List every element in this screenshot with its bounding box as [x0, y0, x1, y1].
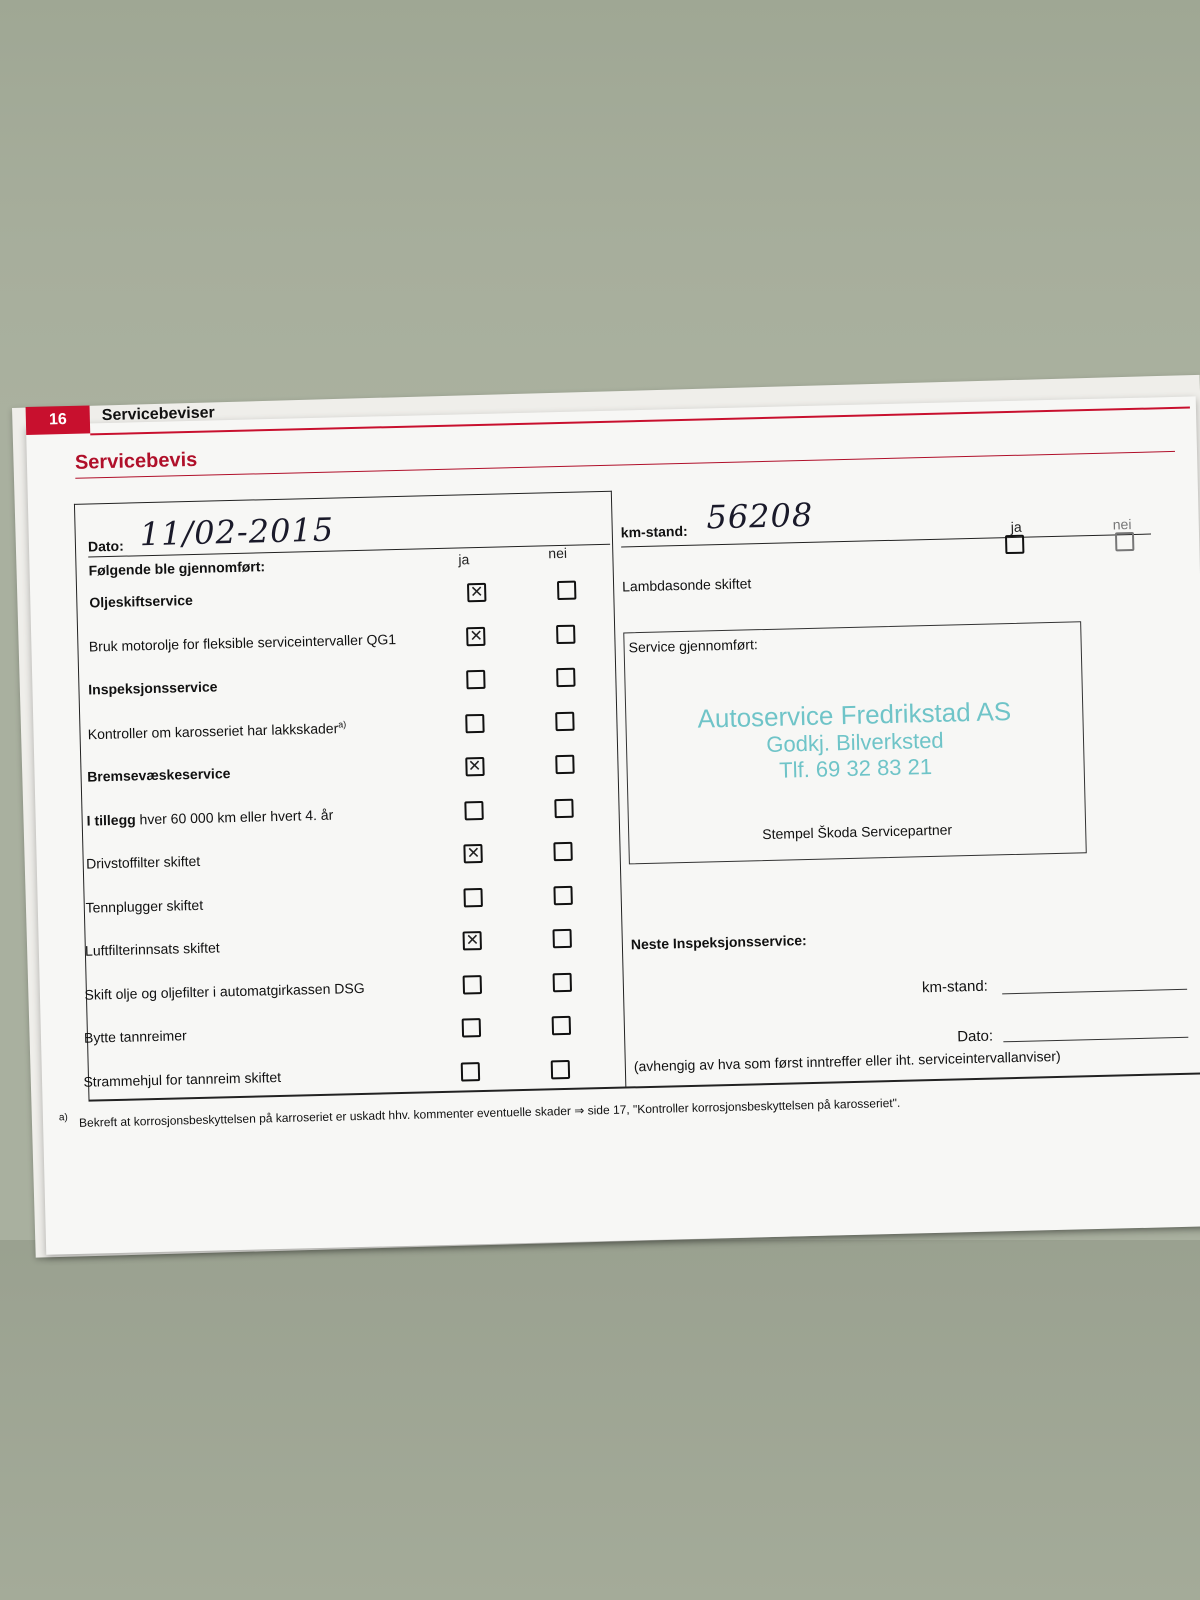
date-row	[87, 510, 610, 558]
nei-checkbox[interactable]	[552, 1016, 571, 1035]
lambda-ja-checkbox[interactable]	[1005, 535, 1024, 554]
ja-checkbox[interactable]	[464, 800, 483, 819]
checklist-row-label-bold: I tillegg	[86, 810, 136, 829]
service-checklist-box	[74, 491, 626, 1101]
nei-checkbox[interactable]	[553, 885, 572, 904]
section-title: Servicebevis	[74, 448, 198, 474]
footnote-text: Bekreft at korrosjonsbeskyttelsen på karroseriet er uskadt hhv. kommenter eventuelle skader ⇒ side 17, "Kontroller korrosjonsbeskyttelsen på karosseriet".	[78, 1095, 901, 1130]
page-number-tab: 16	[26, 405, 91, 435]
footnote-ref: a)	[338, 718, 347, 729]
page-header-title: Servicebeviser	[101, 404, 215, 425]
section-rule	[74, 448, 1175, 479]
checklist-row-label	[84, 1027, 187, 1046]
nei-checkbox[interactable]	[557, 581, 576, 600]
next-date-line	[1003, 1037, 1188, 1043]
checklist-row-label-rest: hver 60 000 km eller hvert 4. år	[135, 806, 334, 827]
nei-checkbox[interactable]	[554, 842, 573, 861]
checklist-row-text: Skift olje og oljefilter i automatgirkassen DSG	[84, 979, 365, 1003]
date-label: Dato:	[87, 537, 124, 555]
footnote-mark: a)	[58, 1112, 68, 1124]
nei-checkbox[interactable]	[553, 929, 572, 948]
interval-note: (avhengig av hva som først inntreffer eller iht. serviceintervallanviser)	[633, 1047, 1061, 1075]
checklist-row-text: Bremsevæskeservice	[87, 765, 231, 785]
stamp-line-1: Autoservice Fredrikstad AS	[697, 696, 1012, 734]
column-ja: ja	[458, 551, 470, 568]
checklist-row-text: Bruk motorolje for fleksible serviceintervaller QG1	[88, 630, 397, 655]
workshop-stamp	[626, 694, 1084, 787]
next-km-line	[1002, 989, 1187, 995]
stamp-line-2: Godkj. Bilverksted	[766, 727, 944, 758]
checklist-row-label	[86, 853, 200, 872]
checklist-row-label	[83, 1068, 281, 1089]
lambda-nei-checkbox[interactable]	[1115, 532, 1134, 551]
nei-checkbox[interactable]	[556, 624, 575, 643]
checklist-row-text: Tennplugger skiftet	[85, 896, 204, 916]
performed-heading: Følgende ble gjennomført:	[88, 558, 266, 579]
ja-checkbox[interactable]	[463, 887, 482, 906]
checklist-row-text: Oljeskiftservice	[89, 591, 194, 611]
ja-checkbox[interactable]	[461, 1062, 480, 1081]
checklist-row-label	[89, 631, 397, 655]
nei-checkbox[interactable]	[552, 972, 571, 991]
column-ja-right: ja	[1010, 518, 1022, 535]
ja-checkbox[interactable]	[462, 1018, 481, 1037]
km-label: km-stand:	[620, 522, 688, 541]
lambda-label: Lambdasonde skiftet	[621, 575, 752, 595]
ja-checkbox[interactable]: ✕	[463, 931, 482, 950]
checklist-row-text: Inspeksjonsservice	[88, 678, 218, 698]
ja-checkbox[interactable]	[462, 975, 481, 994]
checklist-row-label	[89, 592, 193, 611]
nei-checkbox[interactable]	[556, 668, 575, 687]
next-date-label: Dato:	[957, 1027, 994, 1046]
nei-checkbox[interactable]	[555, 755, 574, 774]
ja-checkbox[interactable]: ✕	[464, 844, 483, 863]
checklist-row-text: Luftfilterinnsats skiftet	[84, 939, 220, 959]
km-row	[620, 495, 1151, 548]
checklist-row-label	[84, 979, 364, 1002]
ja-checkbox[interactable]	[465, 713, 484, 732]
column-nei: nei	[548, 544, 568, 562]
checklist-row-text: Kontroller om karosseriet har lakkskader	[87, 719, 339, 742]
nei-checkbox[interactable]	[555, 711, 574, 730]
checklist-row-label	[88, 719, 347, 742]
background-fabric-top	[0, 0, 1200, 420]
checklist-row-text: Bytte tannreimer	[83, 1027, 187, 1046]
date-value-handwritten: 11/02-2015	[139, 510, 335, 554]
next-inspection-heading: Neste Inspeksjonsservice:	[630, 932, 807, 953]
checklist-row-label	[88, 678, 218, 697]
service-performed-label: Service gjennomført:	[628, 636, 758, 656]
checklist-row-text: Strammehjul for tannreim skiftet	[83, 1068, 282, 1090]
nei-checkbox[interactable]	[551, 1059, 570, 1078]
checklist-row-text: Drivstoffilter skiftet	[85, 852, 201, 872]
ja-checkbox[interactable]: ✕	[466, 626, 485, 645]
background-fabric-bottom	[0, 1240, 1200, 1600]
stamp-line-3: Tlf. 69 32 83 21	[778, 753, 933, 783]
service-stamp-box	[623, 621, 1087, 864]
checklist-row-label	[87, 765, 231, 784]
ja-checkbox[interactable]	[466, 670, 485, 689]
checklist-row-label	[85, 939, 220, 958]
checklist-row-label	[85, 896, 203, 915]
nei-checkbox[interactable]	[554, 798, 573, 817]
stamp-caption: Stempel Škoda Servicepartner	[762, 821, 953, 843]
ja-checkbox[interactable]: ✕	[465, 757, 484, 776]
next-km-label: km-stand:	[921, 977, 989, 997]
checklist-row-label	[86, 806, 333, 828]
service-right-panel	[620, 477, 1194, 1091]
service-booklet-page	[26, 396, 1200, 1254]
ja-checkbox[interactable]: ✕	[467, 583, 486, 602]
column-nei-right: nei	[1112, 516, 1132, 533]
km-value-handwritten: 56208	[705, 495, 814, 537]
